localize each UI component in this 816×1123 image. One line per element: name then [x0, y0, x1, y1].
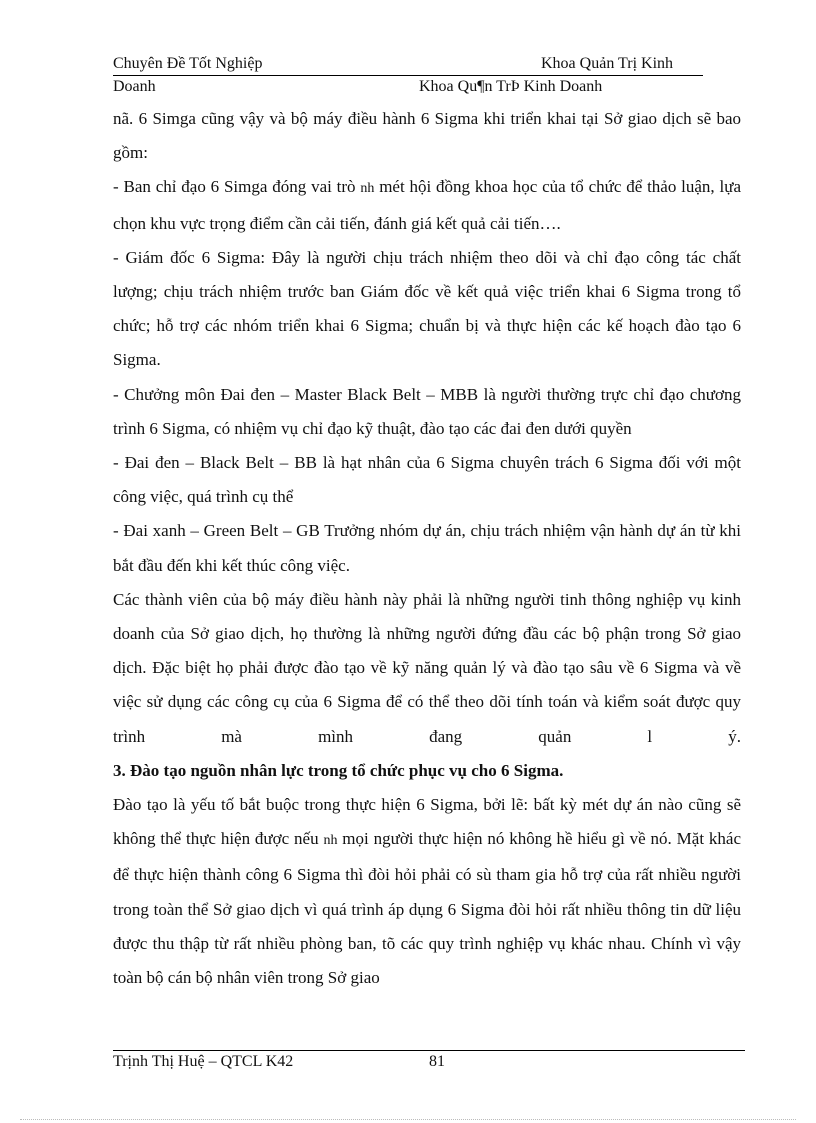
paragraph-intro: nã. 6 Simga cũng vậy và bộ máy điều hành 6 Sigma khi triển khai tại Sở giao dịch sẽ bao gồm:	[113, 109, 741, 163]
header-left-title: Chuyên Đề Tốt Nghiệp	[113, 55, 263, 72]
paragraph-text: Đào tạo là yếu tố bắt buộc trong thực hiện 6 Sigma, bởi lẽ: bất kỳ mét dự án nào cũng sẽ không thể thực hiện được nếu	[113, 795, 741, 849]
document-body	[113, 102, 741, 995]
footer-divider	[113, 1050, 745, 1051]
page-header-line1	[113, 55, 703, 76]
page-number: 81	[429, 1053, 445, 1070]
page-header-line2	[113, 78, 703, 98]
paragraph-steering-committee	[113, 170, 741, 240]
paragraph-green-belt: - Đai xanh – Green Belt – GB Trưởng nhóm dự án, chịu trách nhiệm vận hành dự án từ khi bắt đầu đến khi kết thúc công việc.	[113, 521, 741, 575]
paragraph-text: mét hội đồng khoa học của tổ chức để thảo luận, lựa chọn khu vực trọng điểm cần cải tiến, đánh giá kết quả cải tiến….	[113, 177, 741, 233]
header-right-garbled-title: Khoa Qu¶n TrÞ Kinh Doanh	[419, 78, 603, 95]
paragraph-director: - Giám đốc 6 Sigma: Đây là người chịu trách nhiệm theo dõi và chỉ đạo công tác chất lượng; chịu trách nhiệm trước ban Giám đốc về kết quả việc triển khai 6 Sigma trong tổ chức; hỗ trợ các nhóm triển khai 6 Sigma; chuẩn bị và thực hiện các kế hoạch đào tạo 6 Sigma.	[113, 247, 741, 370]
paragraph-training	[113, 788, 741, 995]
paragraph-master-black-belt: - Chưởng môn Đai đen – Master Black Belt – MBB là người thường trực chỉ đạo chương trình 6 Sigma, có nhiệm vụ chỉ đạo kỹ thuật, đào tạo các đai đen dưới quyền	[113, 384, 741, 438]
page-footer	[113, 1053, 745, 1073]
paragraph-black-belt: - Đai đen – Black Belt – BB là hạt nhân của 6 Sigma chuyên trách 6 Sigma đối với một công việc, quá trình cụ thể	[113, 453, 741, 507]
page-bottom-edge	[20, 1119, 796, 1120]
header-right-title: Khoa Quản Trị Kinh	[541, 55, 674, 72]
paragraph-members: Các thành viên của bộ máy điều hành này phải là những người tinh thông nghiệp vụ kinh doanh của Sở giao dịch, họ thường là những người đứng đầu các bộ phận trong Sở giao dịch. Đặc biệt họ phải được đào tạo về kỹ năng quản lý và đào tạo sâu về 6 Sigma và về việc sử dụng các công cụ của 6 Sigma để có thể theo dõi tính toán và kiểm soát được quy trình mà mình đang quản l ý.	[113, 589, 741, 746]
inline-small-text: nh	[360, 181, 375, 197]
inline-small-text: nh	[323, 833, 338, 849]
footer-author: Trịnh Thị Huệ – QTCL K42	[113, 1053, 294, 1070]
header-left-continuation: Doanh	[113, 78, 156, 95]
paragraph-text: mọi người thực hiện nó không hề hiểu gì về nó. Mặt khác để thực hiện thành công 6 Sigma thì đòi hỏi phải có sù tham gia hỗ trợ của rất nhiều người trong toàn thể Sở giao dịch vì quá trình áp dụng 6 Sigma đòi hỏi rất nhiều thông tin dữ liệu được thu thập từ rất nhiều phòng ban, tõ các quy trình nghiệp vụ khác nhau. Chính vì vậy toàn bộ cán bộ nhân viên trong Sở giao	[113, 829, 741, 988]
section-heading: 3. Đào tạo nguồn nhân lực trong tổ chức phục vụ cho 6 Sigma.	[113, 760, 564, 780]
paragraph-text: - Ban chỉ đạo 6 Simga đóng vai trò	[113, 177, 361, 197]
